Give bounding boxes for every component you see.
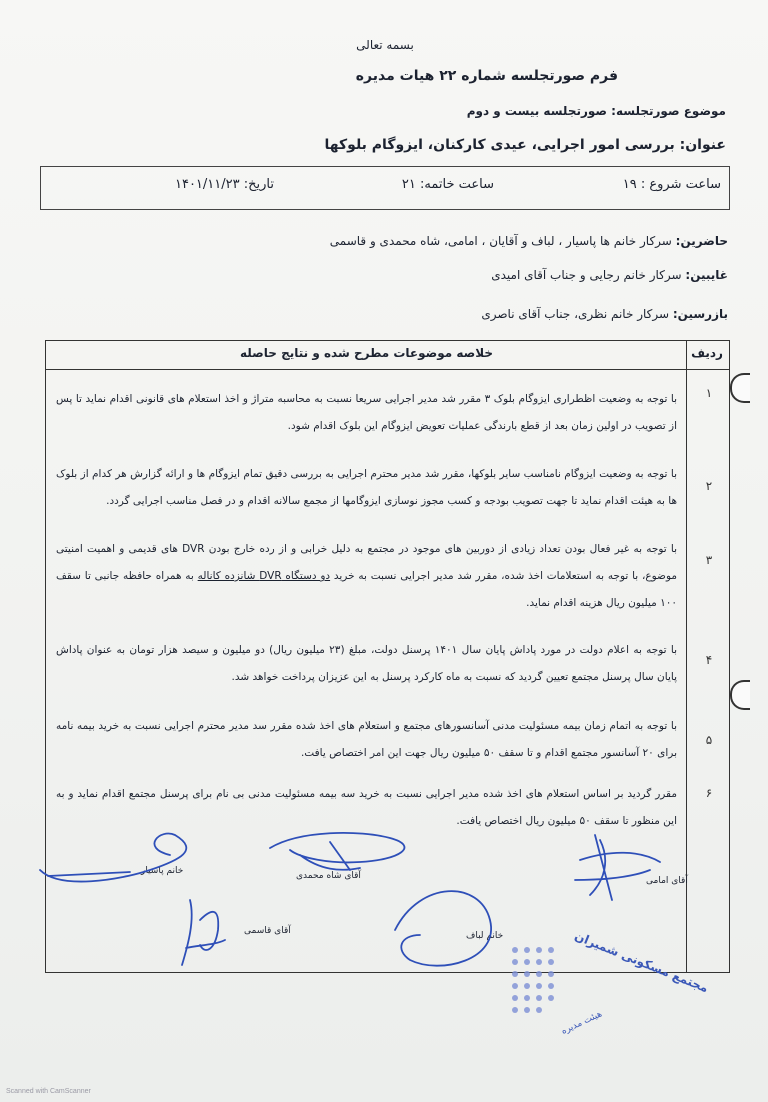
start-time: ساعت شروع : ۱۹ <box>622 177 721 192</box>
inspectors-label: بازرسین: <box>672 307 728 321</box>
item-text: با توجه به غیر فعال بودن تعداد زیادی از دوربین های موجود در مجتمع به دلیل خرابی و از رده خارج بودن DVR های قدیمی و اهمیت امنیتی موضوع، با توجه به استعلامات اخذ شده، مقرر شد مدیر اجرایی نسبت به خرید <box>56 543 678 582</box>
item-number: ۴ <box>705 653 713 667</box>
present-label: حاضرین: <box>675 234 728 248</box>
inspectors-names: سرکار خانم نظری، جناب آقای ناصری <box>481 307 670 321</box>
col-summary-header: خلاصه موضوعات مطرح شده و نتایج حاصله <box>239 346 494 360</box>
item-number: ۲ <box>705 479 713 493</box>
signature-label-ghasemi: آقای قاسمی <box>244 926 291 936</box>
absent-label: غایبین: <box>685 268 728 282</box>
meeting-date: تاریخ: ۱۴۰۱/۱۱/۲۳ <box>174 177 274 192</box>
table-row: با توجه به اتمام زمان بیمه مسئولیت مدنی آسانسورهای مجتمع و استعلام های اخذ شده مقرر سد مدیر محترم اجرایی نسبت به خرید بیمه نامه برای ۲۰ آسانسور مجتمع اقدام و تا سقف ۵۰ میلیون ریال جهت این امر اختصاص یافت. <box>56 720 677 759</box>
signature-label-pasyar: خانم پاسیار <box>141 866 184 876</box>
item-text: به همراه حافظه جانبی تا سقف ۱۰۰ میلیون ریال هزینه اقدام نماید. <box>56 570 677 609</box>
stamp-text: مجتمع مسکونی شمیران <box>572 928 711 996</box>
stamp-subtext: هیئت مدیره <box>559 1009 604 1037</box>
item-number: ۳ <box>705 553 713 567</box>
meeting-headline: عنوان: بررسی امور اجرایی، عیدی کارکنان، ایزوگام بلوکها <box>324 137 726 153</box>
basmala: بسمه تعالی <box>356 38 414 52</box>
item-number: ۵ <box>705 733 713 747</box>
absent-names: سرکار خانم رجایی و جناب آقای امیدی <box>491 268 682 282</box>
table-row: با توجه به وضعیت ایزوگام نامناسب سایر بلوکها، مقرر شد مدیر محترم اجرایی به بررسی دقیق تمام ایزوگام ها و ارائه گزارش هر کدام از بلوک ها به هیئت اقدام نماید تا جهت تصویب بودجه و کسب مجوز نوسازی ایزوگامها از مجمع سالانه اقدام و در فصل مناسب اجرایی گردد. <box>56 468 677 507</box>
present-names: سرکار خانم ها پاسیار ، لباف و آقایان ، امامی، شاه محمدی و قاسمی <box>329 234 672 248</box>
item-text-underlined: دو دستگاه DVR شانزده کاناله <box>197 570 331 582</box>
item-number: ۶ <box>705 786 713 800</box>
meeting-subject: موضوع صورتجلسه: صورتجلسه بیست و دوم <box>466 104 726 118</box>
signature-label-emami: آقای امامی <box>646 876 688 886</box>
col-number-header: ردیف <box>691 346 723 360</box>
item-number: ۱ <box>705 386 713 400</box>
stamp-dot-pattern <box>505 940 575 1030</box>
signature-label-shahmohammadi: آقای شاه محمدی <box>296 871 361 881</box>
table-row: مقرر گردید بر اساس استعلام های اخذ شده مدیر اجرایی نسبت به خرید سه بیمه مسئولیت مدنی بی نام برای پرسنل مجتمع اقدام نماید و به این منظور تا سقف ۵۰ میلیون ریال اختصاص یافت. <box>56 788 677 827</box>
scan-footer: Scanned with CamScanner <box>6 1088 91 1095</box>
end-time: ساعت خاتمه: ۲۱ <box>401 177 494 192</box>
signature-label-labaf: خانم لباف <box>466 931 504 941</box>
form-title: فرم صورتجلسه شماره ۲۲ هیات مدیره <box>355 68 618 84</box>
table-row: با توجه به وضعیت اظطراری ایزوگام بلوک ۳ مقرر شد مدیر اجرایی سریعا نسبت به محاسبه متراژ و اخذ استعلام های قانونی اقدام نماید تا پس از تصویب در اولین زمان بعد از قطع بارندگی عملیات تعویض ایزوگام این بلوک اقدام شود. <box>56 393 677 432</box>
table-row: با توجه به اعلام دولت در مورد پاداش پایان سال ۱۴۰۱ پرسنل دولت، مبلغ (۲۳ میلیون ریال) دو میلیون و سیصد هزار تومان به عنوان پاداش پایان سال پرسنل مجتمع تعیین گردید که نسبت به ماه کارکرد پرسنل به این عزیزان پرداخت خواهد شد. <box>56 644 677 683</box>
